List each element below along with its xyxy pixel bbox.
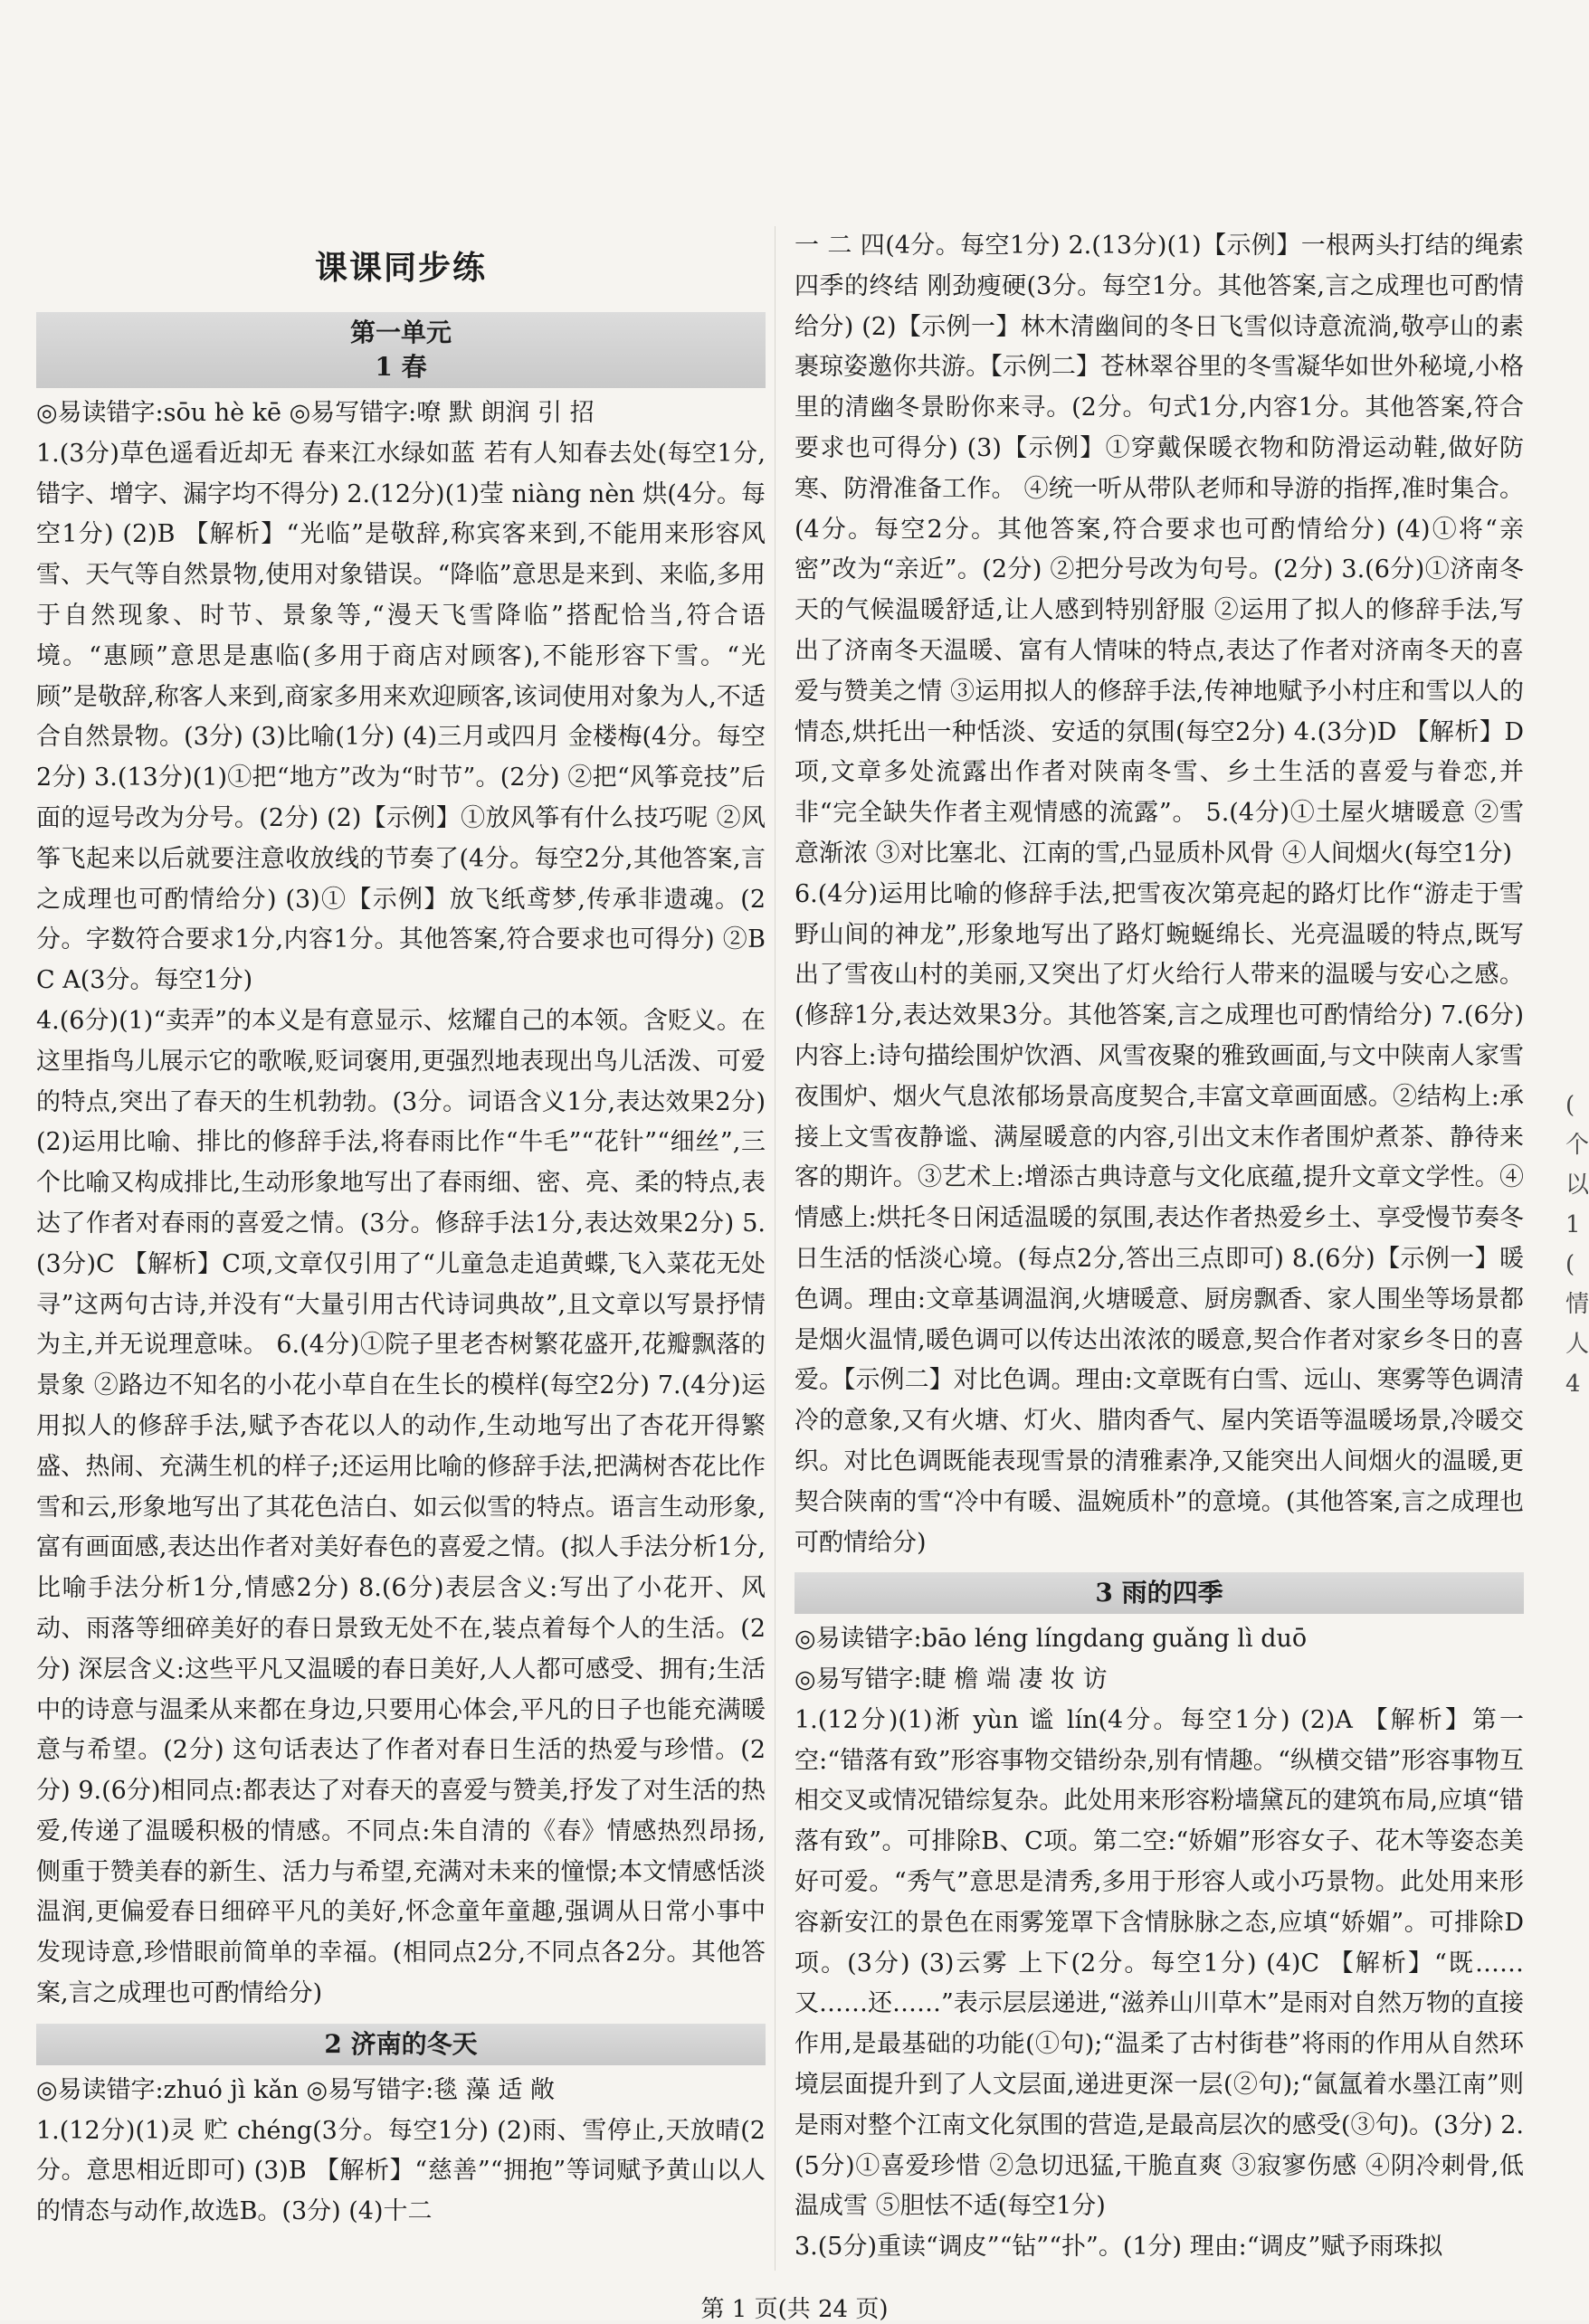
page-footer: 第 1 页(共 24 页) bbox=[700, 2296, 889, 2323]
answer-paragraph: 4.(6分)(1)“卖弄”的本义是有意显示、炫耀自己的本领。含贬义。在这里指鸟儿展示它的歌喉,贬词褒用,更强烈地表现出鸟儿活泼、可爱的特点,突出了春天的生机勃勃。(3分。词语含义1分,表达效果2分) (2)运用比喻、排比的修辞手法,将春雨比作“牛毛”“花针”“细丝”,三个比喻又构成排比,生动形象地写出了春雨细、密、亮、柔的特点,表达了作者对春雨的喜爱之情。(3分。修辞手法1分,表达效果2分) 5.(3分)C 【解析】C项,文章仅引用了“儿童急走追黄蝶,飞入菜花无处寻”这两句古诗,并没有“大量引用古代诗词典故”,且文章以写景抒情为主,并无说理意味。 6.(4分)①院子里老杏树繁花盛开,花瓣飘落的景象 ②路边不知名的小花小草自在生长的模样(每空2分) 7.(4分)运用拟人的修辞手法,赋予杏花以人的动作,生动地写出了杏花开得繁盛、热闹、充满生机的样子;还运用比喻的修辞手法,把满树杏花比作雪和云,形象地写出了其花色洁白、如云似雪的特点。语言生动形象,富有画面感,表达出作者对美好春色的喜爱之情。(拟人手法分析1分,比喻手法分析1分,情感2分) 8.(6分)表层含义:写出了小花开、风动、雨落等细碎美好的春日景致无处不在,装点着每个人的生活。(2分) 深层含义:这些平凡又温暖的春日美好,人人都可感受、拥有;生活中的诗意与温柔从来都在身边,只要用心体会,平凡的日子也能充满暖意与希望。(2分) 这句话表达了作者对春日生活的热爱与珍惜。(2分) 9.(6分)相同点:都表达了对春天的喜爱与赞美,抒发了对生活的热爱,传递了温暖积极的情感。不同点:朱自清的《春》情感热烈昂扬,侧重于赞美春的新生、活力与希望,充满对未来的憧憬;本文情感恬淡温润,更偏爱春日细碎平凡的美好,怀念童年童趣,强调从日常小事中发现诗意,珍惜眼前简单的幸福。(相同点2分,不同点各2分。其他答案,言之成理也可酌情给分) bbox=[36, 1006, 766, 2008]
adjacent-page-edge bbox=[1565, 1086, 1589, 2262]
lesson-title: 3 雨的四季 bbox=[1095, 1578, 1223, 1608]
answer-paragraph: 一 二 四(4分。每空1分) 2.(13分)(1)【示例】一根两头打结的绳索 四季的终结 刚劲瘦硬(3分。每空1分。其他答案,言之成理也可酌情给分) (2)【示例一】林木清幽间的冬日飞雪似诗意流淌,敬亭山的素裹琼姿邀你共游。【示例二】苍林翠谷里的冬雪凝华如世外秘境,小格里的清幽冬景盼你来寻。(2分。句式1分,内容1分。其他答案,符合要求也可得分) (3)【示例】①穿戴保暖衣物和防滑运动鞋,做好防寒、防滑准备工作。 ④统一听从带队老师和导游的指挥,准时集合。(4分。每空2分。其他答案,符合要求也可酌情给分) (4)①将“亲密”改为“亲近”。(2分) ②把分号改为句号。(2分) 3.(6分)①济南冬天的气候温暖舒适,让人感到特别舒服 ②运用了拟人的修辞手法,写出了济南冬天温暖、富有人情味的特点,表达了作者对济南冬天的喜爱与赞美之情 ③运用拟人的修辞手法,传神地赋予小村庄和雪以人的情态,烘托出一种恬淡、安适的氛围(每空2分) 4.(3分)D 【解析】D项,文章多处流露出作者对陕南冬雪、乡土生活的喜爱与眷恋,并非“完全缺失作者主观情感的流露”。 5.(4分)①土屋火塘暖意 ②雪意渐浓 ③对比塞北、江南的雪,凸显质朴风骨 ④人间烟火(每空1分) bbox=[794, 232, 1524, 868]
right-column bbox=[794, 226, 1524, 2268]
answer-paragraph: 6.(4分)运用比喻的修辞手法,把雪夜次第亮起的路灯比作“游走于雪野山间的神龙”,形象地写出了路灯蜿蜒绵长、光亮温暖的特点,既写出了雪夜山村的美丽,又突出了灯火给行人带来的温暖与安心之感。(修辞1分,表达效果3分。其他答案,言之成理也可酌情给分) 7.(6分)内容上:诗句描绘围炉饮酒、风雪夜聚的雅致画面,与文中陕南人家雪夜围炉、烟火气息浓郁场景高度契合,丰富文章画面感。②结构上:承接上文雪夜静谧、满屋暖意的内容,引出文末作者围炉煮茶、静待来客的期许。③艺术上:增添古典诗意与文化底蕴,提升文章文学性。④情感上:烘托冬日闲适温暖的氛围,表达作者热爱乡土、享受慢节奏冬日生活的恬淡心境。(每点2分,答出三点即可) 8.(6分)【示例一】暖色调。理由:文章基调温润,火塘暖意、厨房飘香、家人围坐等场景都是烟火温情,暖色调可以传达出浓浓的暖意,契合作者对家乡冬日的喜爱。【示例二】对比色调。理由:文章既有白雪、远山、寒雾等色调清冷的意象,又有火塘、灯火、腊肉香气、屋内笑语等温暖场景,冷暖交织。对比色调既能表现雪景的清雅素净,又能突出人间烟火的温暖,更契合陕南的雪“冷中有暖、温婉质朴”的意境。(其他答案,言之成理也可酌情给分) bbox=[794, 879, 1524, 1557]
answer-paragraph: ◎易写错字:睫 檐 端 凄 妆 访 bbox=[794, 1665, 1108, 1694]
lesson-title: 1 春 bbox=[375, 352, 427, 382]
unit-title: 第一单元 bbox=[349, 318, 452, 347]
edge-char: 4 bbox=[1565, 1371, 1581, 1398]
edge-char: ( bbox=[1565, 1251, 1575, 1278]
answer-paragraph: 1.(12分)(1)淅 yùn 谧 lín(4分。每空1分) (2)A 【解析】第一空:“错落有致”形容事物交错纷杂,别有情趣。“纵横交错”形容事物互相交叉或情况错综复杂。此处用来形容粉墙黛瓦的建筑布局,应填“错落有致”。可排除B、C项。第二空:“娇媚”形容女子、花木等姿态美好可爱。“秀气”意思是清秀,多用于形容人或小巧景物。此处用来形容新安江的景色在雨雾笼罩下含情脉脉之态,应填“娇媚”。可排除D项。(3分) (3)云雾 上下(2分。每空1分) (4)C 【解析】“既……又……还……”表示层层递进,“滋养山川草木”是雨对自然万物的直接作用,是最基础的功能(①句);“温柔了古村街巷”将雨的作用从自然环境层面提升到了人文层面,递进更深一层(②句);“氤氲着水墨江南”则是雨对整个江南文化氛围的营造,是最高层次的感受(③句)。(3分) 2.(5分)①喜爱珍惜 ②急切迅猛,干脆直爽 ③寂寥伤感 ④阴冷刺骨,低温成雪 ⑤胆怯不适(每空1分) bbox=[794, 1705, 1524, 2221]
edge-char: 情 bbox=[1565, 1291, 1589, 1318]
edge-char: 以 bbox=[1565, 1171, 1589, 1199]
answer-paragraph: 1.(3分)草色遥看近却无 春来江水绿如蓝 若有人知春去处(每空1分,错字、增字、漏字均不得分) 2.(12分)(1)莹 niàng nèn 烘(4分。每空1分) (2)B 【解析】“光临”是敬辞,称宾客来到,不能用来形容风雪、天气等自然景物,使用对象错误。“降临”意思是来到、来临,多用于自然现象、时节、景象等,“漫天飞雪降临”搭配恰当,符合语境。“惠顾”意思是惠临(多用于商店对顾客),不能形容下雪。“光顾”是敬辞,称客人来到,商家多用来欢迎顾客,该词使用对象为人,不适合自然景物。(3分) (3)比喻(1分) (4)三月或四月 金楼梅(4分。每空2分) 3.(13分)(1)①把“地方”改为“时节”。(2分) ②把“风筝竞技”后面的逗号改为分号。(2分) (2)【示例】①放风筝有什么技巧呢 ②风筝飞起来以后就要注意收放线的节奏了(4分。每空2分,其他答案,言之成理也可酌情给分) (3)①【示例】放飞纸鸢梦,传承非遗魂。(2分。字数符合要求1分,内容1分。其他答案,符合要求也可得分) ②B C A(3分。每空1分) bbox=[36, 439, 766, 995]
edge-char: ( bbox=[1565, 1092, 1575, 1119]
answer-paragraph: 3.(5分)重读“调皮”“钻”“扑”。(1分) 理由:“调皮”赋予雨珠拟 bbox=[794, 2233, 1443, 2262]
unit-header bbox=[36, 312, 766, 388]
edge-char: 个 bbox=[1565, 1132, 1589, 1159]
answer-paragraph: ◎易读错字:sōu hè kē ◎易写错字:嘹 默 朗润 引 招 bbox=[36, 399, 595, 427]
page-title: 课课同步练 bbox=[314, 249, 487, 287]
answer-paragraph: 1.(12分)(1)灵 贮 chéng(3分。每空1分) (2)雨、雪停止,天放晴(2分。意思相近即可) (3)B 【解析】“慈善”“拥抱”等词赋予黄山以人的情态与动作,故选B。(3分) (4)十二 bbox=[36, 2116, 766, 2226]
answer-paragraph: ◎易读错字:zhuó jì kǎn ◎易写错字:毯 藻 适 敞 bbox=[36, 2075, 555, 2104]
answer-paragraph: ◎易读错字:bāo léng língdang guǎng lì duō bbox=[794, 1625, 1308, 1654]
edge-char: 1 bbox=[1565, 1211, 1581, 1238]
edge-char: 人 bbox=[1565, 1331, 1589, 1358]
lesson-header bbox=[794, 1572, 1524, 1614]
lesson-header bbox=[36, 2024, 766, 2065]
lesson-title: 2 济南的冬天 bbox=[324, 2028, 478, 2059]
left-column bbox=[36, 233, 766, 2233]
